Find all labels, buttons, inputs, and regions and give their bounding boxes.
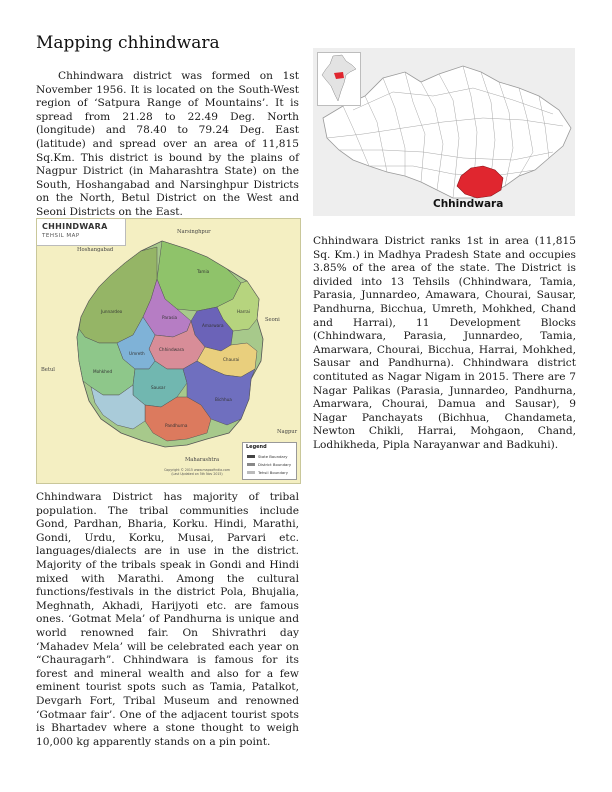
legend-swatch-state — [247, 455, 255, 458]
label-betul: Betul — [41, 367, 55, 373]
label-umreth: Umreth — [129, 351, 145, 356]
legend-label-tehsil: Tehsil Boundary — [258, 469, 288, 475]
legend-label-district: District Boundary — [258, 461, 292, 467]
legend-row-state — [247, 453, 288, 459]
label-amarwara: Amarwara — [202, 323, 224, 328]
label-tamia: Tamia — [197, 269, 210, 274]
label-seoni: Seoni — [265, 317, 280, 323]
state-map-caption: Chhindwara — [433, 198, 504, 210]
label-chhindwara: Chhindwara — [159, 347, 184, 352]
legend-swatch-tehsil — [247, 471, 255, 474]
label-sausar: Sausar — [151, 385, 166, 390]
label-harrai: Harrai — [237, 309, 250, 314]
label-bichhua: Bichhua — [215, 397, 232, 402]
label-hoshangabad: Hoshangabad — [77, 247, 114, 253]
tehsil-map-subtitle: TEHSIL MAP — [42, 233, 80, 239]
tehsil-map-title: CHHINDWARA — [42, 222, 108, 231]
label-chaurai: Chaurai — [223, 357, 240, 362]
state-locator-map — [313, 48, 575, 216]
tehsil-map-title-box — [37, 219, 126, 246]
area-paragraph: Chhindwara District ranks 1st in area (11,815 Sq. Km.) in Madhya Pradesh State and occupies 3.85% of the area of the state. The District is divided into 13 Tehsils (Chhindwara, Tamia, Parasia, Junnardeo, Amawara, Chourai, Sausar, Pandhurna, Bicchua, Umreth, Mohkhed, Chand and Harrai), 11 Development Blocks (Chhindwara, Parasia, Junnardeo, Tamia, Amarwara, Chourai, Bicchua, Harrai, Mohkhed, Sausar and Pandhurna). Chhindwara district contituted as Nagar Nigam in 2015. There are 7 Nagar Palikas (Parasia, Junnardeo, Pandhurna, Amarwara, Chourai, Damua and Sausar), 9 Nagar Panchayats (Bichhua, Chandameta, Newton Chikli, Harrai, Mohgaon, Chand, Lodhikheda, Pipla Narayanwar and Badkuhi). — [313, 235, 576, 451]
legend-row-tehsil — [247, 469, 288, 475]
label-maharashtra: Maharashtra — [185, 457, 220, 463]
label-pandhurna: Pandhurna — [165, 423, 188, 428]
india-outline-svg — [318, 53, 360, 105]
legend-title: Legend — [246, 444, 267, 450]
label-junnardeo: Junnardeo — [101, 309, 123, 314]
copyright-line-2: (Last Updated on 5th Nov 2015) — [171, 472, 223, 476]
page-title: Mapping chhindwara — [36, 33, 220, 53]
legend-swatch-district — [247, 463, 255, 466]
label-mohkhed: Mohkhed — [93, 369, 113, 374]
label-nagpur: Nagpur — [277, 429, 298, 435]
label-narsinghpur: Narsinghpur — [177, 229, 211, 235]
legend-row-district — [247, 461, 291, 467]
label-parasia: Parasia — [162, 315, 178, 320]
map-legend — [242, 442, 297, 480]
copyright-line-1: Copyright © 2015 www.mapsofindia.com — [164, 468, 230, 472]
india-inset-map — [317, 52, 361, 106]
region-tamia — [157, 241, 241, 311]
intro-paragraph: Chhindwara district was formed on 1st November 1956. It is located on the South-West region of ‘Satpura Range of Mountains’. It is spread from 21.28 to 22.49 Deg. North (longitude) and 78.40 to 79.24 Deg. East (latitude) and spread over an area of 11,815 Sq.Km. This district is bound by the plains of Nagpur District (in Maharashtra State) on the South, Hoshangabad and Narsinghpur Districts on the North, Betul District on the West and Seoni Districts on the East. — [36, 70, 299, 218]
tehsil-map — [36, 218, 301, 484]
tribal-paragraph: Chhindwara District has majority of tribal population. The tribal communities include Gond, Pardhan, Bharia, Korku. Hindi, Marathi, Gondi, Urdu, Korku, Musai, Parvari etc. languages/dialects are in use in the district. Majority of the tribals speak in Gondi and Hindi mixed with Marathi. Among the cultural functions/festivals in the district Pola, Bhujalia, Meghnath, Akhadi, Harijyoti etc. are famous ones. ‘Gotmat Mela’ of Pandhurna is unique and world renowned fair. On Shivrathri day ‘Mahadev Mela’ will be celebrated each year on “Chauragarh”. Chhindwara is famous for its forest and mineral wealth and also for a few eminent tourist spots such as Tamia, Patalkot, Devgarh Fort, Tribal Museum and renowned ‘Gotmaar fair’. One of the adjacent tourist spots is Bhartadev where a stone thought to weigh 10,000 kg apparently stands on a pin point. — [36, 491, 299, 748]
map-copyright — [157, 468, 237, 476]
legend-label-state: State Boundary — [258, 453, 288, 459]
